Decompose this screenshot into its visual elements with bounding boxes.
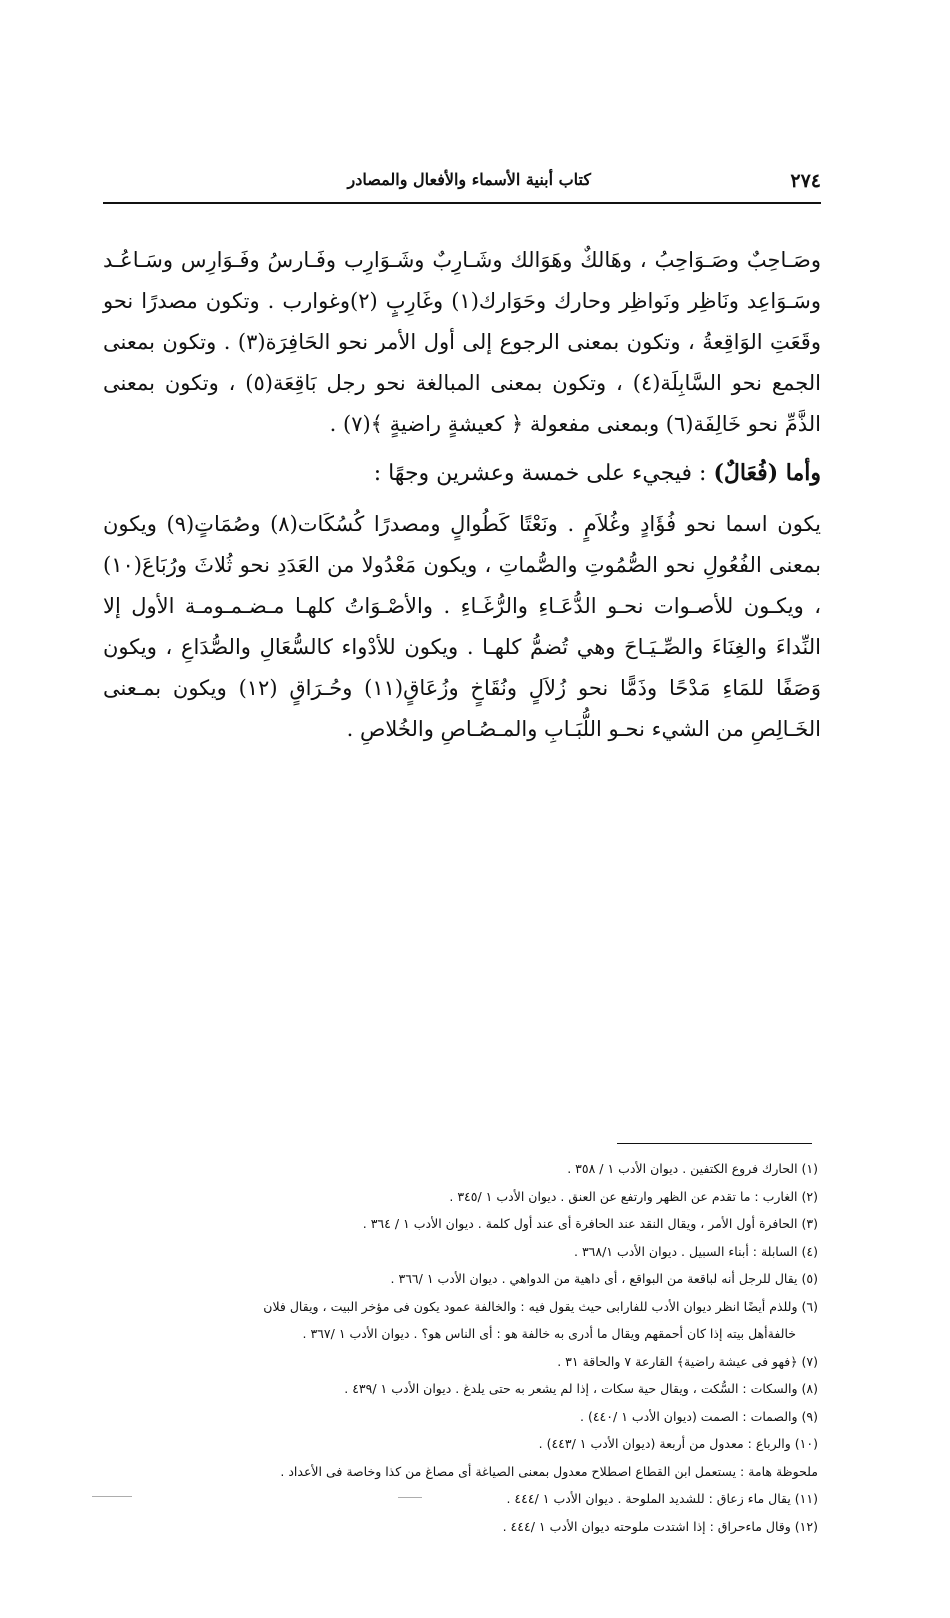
section-heading-rest: : فيجيء على خمسة وعشرين وجهًا : [373,461,714,486]
editor-note: ملحوظة هامة : يستعمل ابن القطاع اصطلاح معدول بمعنى الصياغة أى مصاغ من كذا وخاصة فى الأعداد . [280,1463,818,1479]
footnote-2: (٢) الغارب : ما تقدم عن الظهر وارتفع عن العنق . ديوان الأدب ١ /٣٤٥ . [449,1188,818,1204]
running-header [103,168,821,204]
footnote-1: (١) الحارك فروع الكتفين . ديوان الأدب ١ / ٣٥٨ . [567,1161,818,1176]
section-heading-term: وأما (فُعَالٌ) [713,460,821,486]
footnote-11: (١١) يقال ماء زعاق : للشديد الملوحة . ديوان الأدب ١ /٤٤٤ . [506,1491,818,1506]
footnote-12: (١٢) وقال ماءحراق : إذا اشتدت ملوحته ديوان الأدب ١ /٤٤٤ . [502,1518,818,1534]
scan-mark-left [92,1496,132,1497]
footnotes [108,1155,818,1540]
footnote-3: (٣) الحافرة أول الأمر ، ويقال النقد عند الحافرة أى عند أول كلمة . ديوان الأدب ١ / ٣٦٤ . [362,1216,818,1231]
page-number: ٢٧٤ [790,170,821,192]
paragraph-1: وصَـاحِبٌ وصَـوَاحِبُ ، وهَالكٌ وهَوَالك وشَـارِبٌ وشَـوَارِب وفَـارسُ وفَـوَارِس وسَـاعُـد وسَـوَاعِد ونَاظِر ونَواظِر وحارك وحَوَارك(١) وغَارِبٍ (٢)وغوارب . وتكون مصدرًا نحو وقَعَتِ الوَاقِعةُ ، وتكون بمعنى الرجوع إلى أول الأمر نحو الحَافِرَة(٣) . وتكون بمعنى الجمع نحو السَّابِلَة(٤) ، وتكون بمعنى المبالغة نحو رجل بَاقِعَة(٥) ، وتكون بمعنى الذَّمِّ نحو خَالِفَة(٦) وبمعنى مفعولة ﴿ كعيشةٍ راضيةٍ ﴾(٧) . [103,248,821,436]
running-title: كتاب أبنية الأسماء والأفعال والمصادر [347,170,591,189]
footnote-8: (٨) والسكات : السُّكت ، ويقال حية سكات ، إذا لم يشعر به حتى يلدغ . ديوان الأدب ١ /٤٣٩ . [344,1381,818,1396]
scan-mark-center [398,1497,422,1498]
section-heading [103,453,821,494]
footnote-10: (١٠) والرباع : معدول من أربعة (ديوان الأدب ١ /٤٤٣) . [538,1436,818,1451]
main-text [103,240,821,750]
paragraph-2: يكون اسما نحو فُؤَادٍ وغُلاَمٍ . ونَعْتًا كَطُوالٍ ومصدرًا كُسُكَات(٨) وصُمَاتٍ(٩) ويكون بمعنى الفُعُولِ نحو الصُّمُوتِ والصُّماتِ ، ويكون مَعْدُولا من العَدَدِ نحو ثُلاثَ ورُبَاعَ(١٠) ، ويكـون للأصـوات نحـو الدُّعَـاءِ والرُّغَـاءِ . والأصْـوَاتُ كلهـا مـضـمـومـة الأول إلا النِّداءَ والغِنَاءَ والصِّـيَـاحَ وهي تُضمُّ كلهـا . ويكون للأدْواء كالسُّعَالِ والصُّدَاعِ ، ويكون وَصَفًا للمَاءِ مَدْحًا وذَمًّا نحو زُلاَلٍ ونُقَاخٍ وزُعَاقٍ(١١) وحُـرَاقٍ (١٢) ويكون بمـعنى الخَـالِصِ من الشيء نحـو اللُّبَـابِ والمـصُـاصِ والخُلاصِ . [103,512,822,741]
footnote-6: (٦) وللذم أيضًا انظر ديوان الأدب للفارابى حيث يقول فيه : والخالفة عمود يكون فى مؤخر البيت ، ويقال فلان [263,1298,818,1314]
footnote-9: (٩) والصمات : الصمت (ديوان الأدب ١ /٤٤٠) . [580,1408,818,1424]
footnote-5: (٥) يقال للرجل أنه لباقعة من البواقع ، أى داهية من الدواهي . ديوان الأدب ١ /٣٦٦ . [390,1271,818,1286]
footnote-7: (٧) ﴿فهو فى عيشة راضية﴾ القارعة ٧ والحاقة ٣١ . [557,1353,818,1369]
footnote-4: (٤) السابلة : أبناء السبيل . ديوان الأدب ٣٦٨/١ . [574,1243,818,1259]
footnote-divider [617,1143,812,1144]
footnote-6-continued: خالفةأهل بيته إذا كان أحمقهم ويقال ما أدرى به خالفة هو : أى الناس هو؟ . ديوان الأدب ١ /٣٦٧ . [302,1326,796,1341]
